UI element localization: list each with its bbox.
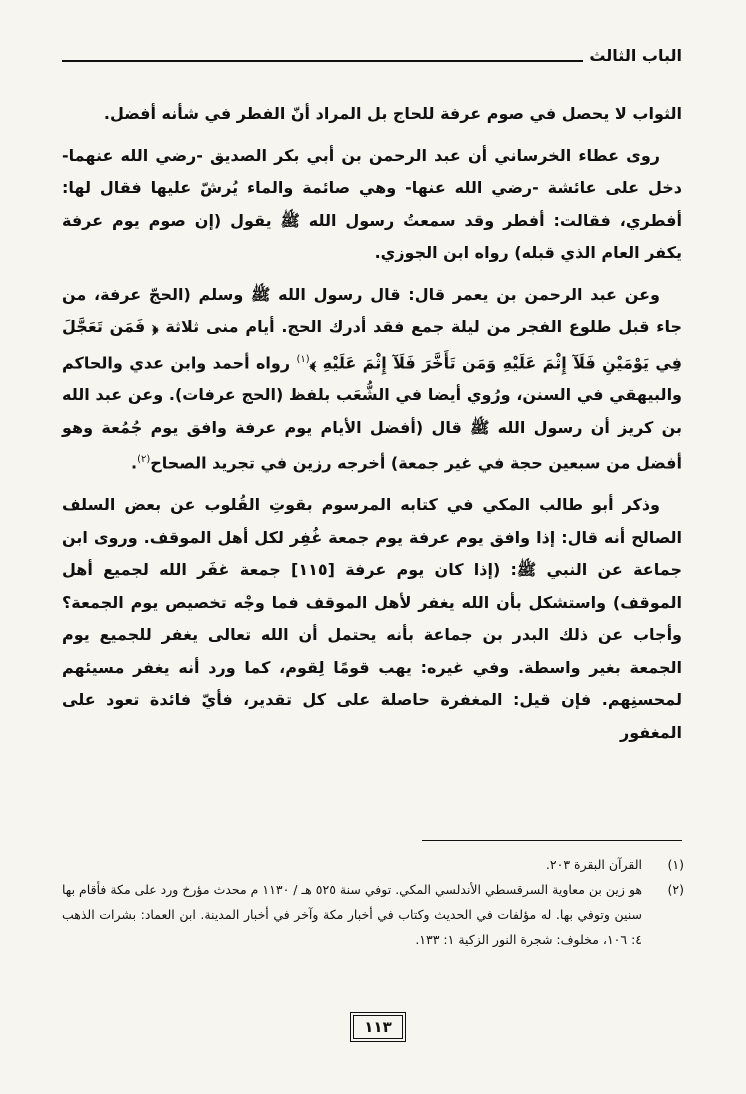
footnote-number: (٢) — [667, 882, 684, 897]
footnote-text: القرآن البقرة ٢٠٣. — [545, 857, 642, 872]
paragraph: الثواب لا يحصل في صوم عرفة للحاج بل المراد أنّ الفطر في شأنه أفضل. — [103, 104, 682, 123]
page-number: ١١٣ — [353, 1015, 403, 1039]
footnote-number: (١) — [667, 857, 684, 872]
sentence-end: . — [131, 453, 138, 473]
paragraph — [62, 279, 682, 481]
main-text — [62, 98, 682, 749]
running-header — [62, 46, 682, 66]
footnote-ref: (٢) — [137, 454, 151, 466]
chapter-title: الباب الثالث — [589, 46, 682, 65]
paragraph-part: وعن عبد الرحمن بن يعمر قال: قال رسول الله ﷺ وسلم (الحجّ عرفة، من جاء قبل طلوع الفجر من ليلة جمع فقد أدرك الحج. أيام منى ثلاثة ﴿ فَمَن تَعَجَّلَ فِي يَوْمَيْنِ فَلَآ إِثْمَ عَلَيْهِ وَمَن تَأَخَّرَ فَلَآ إِثْمَ عَلَيْهِ ﴾ — [62, 284, 683, 372]
footnote — [62, 852, 684, 877]
paragraph: روى عطاء الخرساني أن عبد الرحمن بن أبي بكر الصديق -رضي الله عنهما- دخل على عائشة -رضي الله عنها- وهي صائمة والماء يُرشّ عليها فقال لها: أفطري، فقالت: أفطر وقد سمعتُ رسول الله ﷺ يقول (إن صوم يوم عرفة يكفر العام الذي قبله) رواه ابن الجوزي. — [62, 145, 682, 262]
footnote-rule — [422, 840, 682, 841]
paragraph-part: رواه أحمد وابن عدي والحاكم والبيهقي في السنن، ورُوي أيضا في الشُّعَب بلفظ (الحج عرفات). وعن عبد الله بن كريز أن رسول الله ﷺ قال (أفضل الأيام يوم عرفة وافق يوم جُمُعة وهو أفضل من سبعين حجة في غير جمعة) أخرجه رزين في تجريد الصحاح — [62, 352, 682, 473]
footnote-text: هو زين بن معاوية السرقسطي الأندلسي المكي. توفي سنة ٥٢٥ هـ / ١١٣٠ م محدث مؤرخ ورد على مكة فأقام بها سنين وتوفي بها. له مؤلفات في الحديث وكتاب في أخبار مكة وآخر في أخبار المدينة. ابن العماد: بشرات الذهب ٤: ١٠٦، مخلوف: شجرة النور الزكية ١: ١٣٣. — [62, 882, 642, 947]
footnote-ref: (١) — [296, 353, 310, 365]
footnote — [62, 877, 684, 952]
paragraph: وذكر أبو طالب المكي في كتابه المرسوم بقوتِ القُلوب عن بعض السلف الصالح أنه قال: إذا وافق يوم عرفة يوم جمعة غُفِر لكل أهل الموقف. وروى ابن جماعة عن النبي ﷺ: (إذا كان يوم عرفة [١١٥] جمعة غفَر الله لجميع أهل الموقف) واستشكل بأن الله يغفر لأهل الموقف فما وجْه تخصيص يوم الجمعة؟ وأجاب عن ذلك البدر بن جماعة بأنه يحتمل أن الله تعالى يغفر للجميع يوم الجمعة بغير واسطة. وفي غيره: يهب قومًا لِقوم، كما ورد أنه يغفر مسيئهم لمحسنِهم. فإن قيل: المغفرة حاصلة على كل تقدير، فأيّ فائدة تعود على المغفور — [62, 495, 683, 742]
footnotes — [62, 852, 684, 952]
header-rule — [62, 60, 583, 62]
